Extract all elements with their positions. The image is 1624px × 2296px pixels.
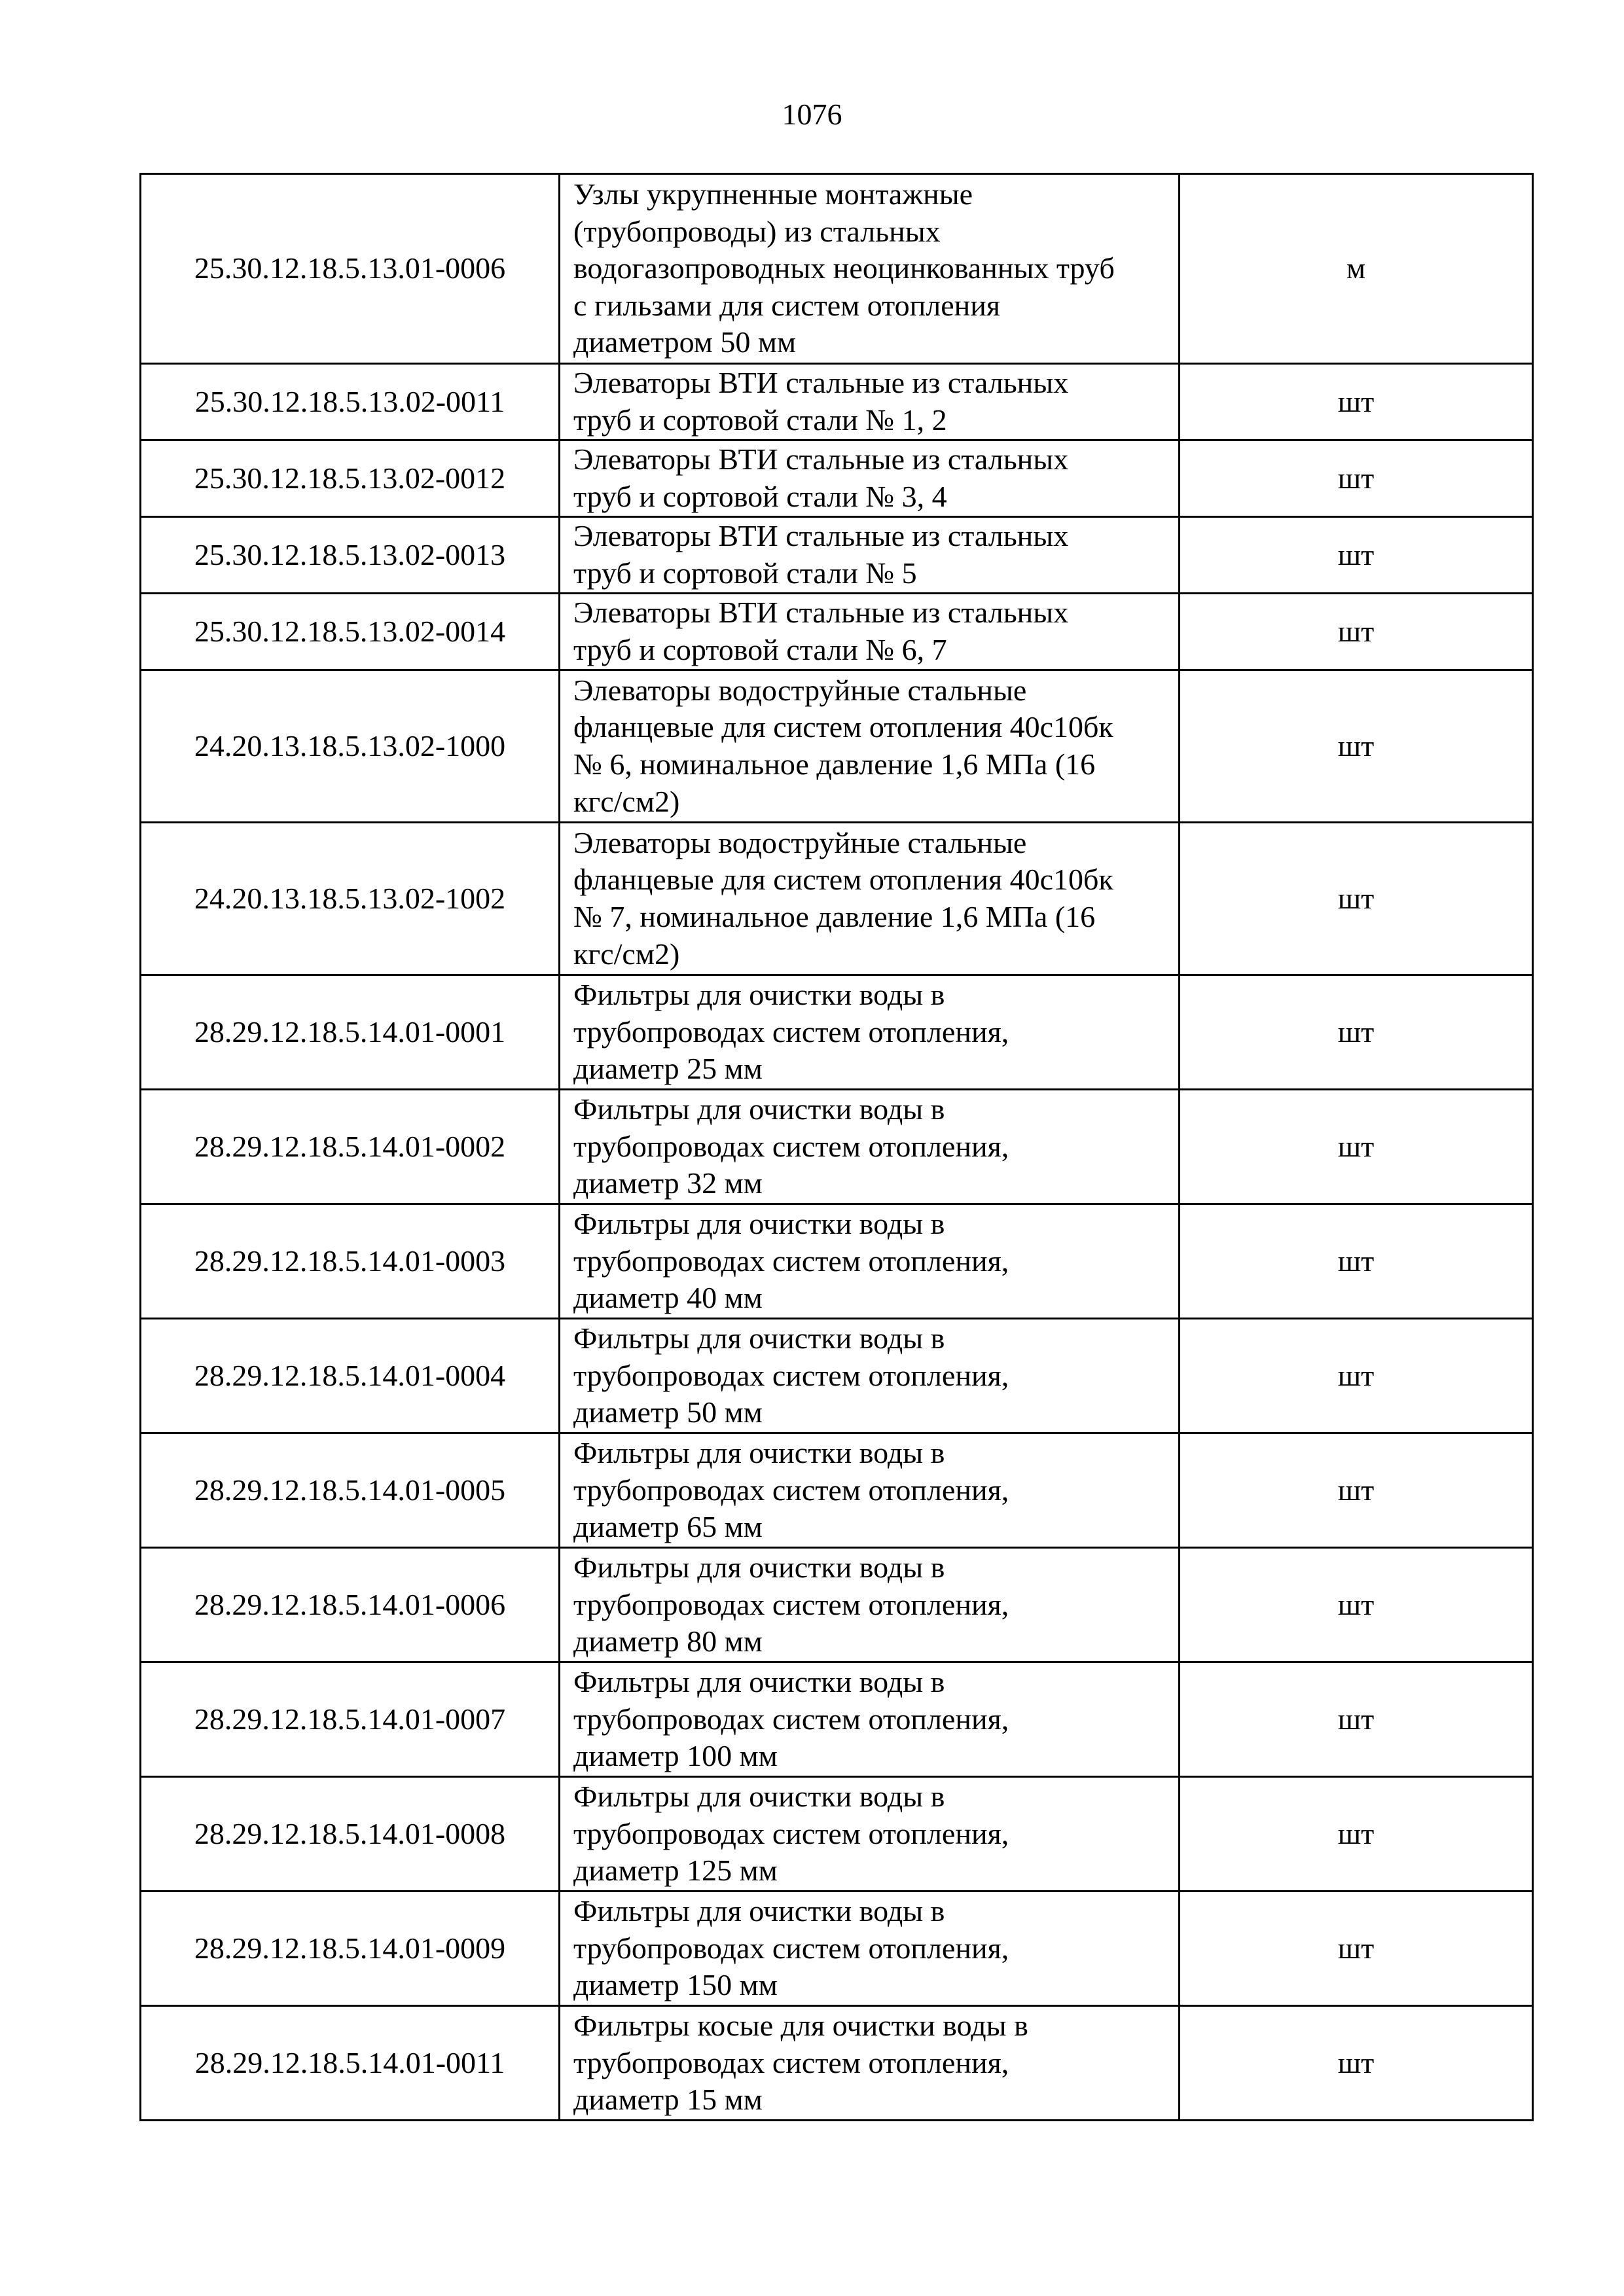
unit-cell: шт: [1180, 440, 1533, 517]
unit-cell: шт: [1180, 1548, 1533, 1662]
unit-cell: шт: [1180, 1319, 1533, 1433]
resource-code-cell: 25.30.12.18.5.13.02-0014: [141, 594, 560, 670]
resource-name-line: Узлы укрупненные монтажные: [573, 177, 973, 211]
resource-name-line: Фильтры для очистки воды в: [573, 1551, 945, 1585]
table-row: [141, 517, 1533, 594]
resource-table: [139, 173, 1534, 2121]
table-row: [141, 594, 1533, 670]
resource-name-line: водогазопроводных неоцинкованных труб: [573, 251, 1115, 285]
resource-name-line: трубопроводах систем отопления,: [573, 1244, 1009, 1278]
unit-cell: шт: [1180, 364, 1533, 440]
resource-name-cell: [560, 1892, 1180, 2006]
table-body: [141, 174, 1533, 2121]
resource-name-line: Фильтры для очистки воды в: [573, 1780, 945, 1814]
resource-name-line: трубопроводах систем отопления,: [573, 1587, 1009, 1621]
resource-code-cell: 28.29.12.18.5.14.01-0003: [141, 1204, 560, 1319]
resource-name-line: диаметр 15 мм: [573, 2083, 763, 2117]
resource-name-line: № 6, номинальное давление 1,6 МПа (16: [573, 747, 1096, 781]
resource-name-line: № 7, номинальное давление 1,6 МПа (16: [573, 900, 1096, 933]
resource-name-line: диаметр 65 мм: [573, 1510, 763, 1544]
resource-name-line: труб и сортовой стали № 5: [573, 556, 917, 590]
resource-name-cell: [560, 594, 1180, 670]
resource-name-cell: [560, 1090, 1180, 1204]
table-row: [141, 174, 1533, 364]
resource-code-cell: 28.29.12.18.5.14.01-0004: [141, 1319, 560, 1433]
unit-cell: шт: [1180, 1892, 1533, 2006]
resource-name-line: Элеваторы водоструйные стальные: [573, 825, 1027, 859]
unit-cell: шт: [1180, 2006, 1533, 2121]
resource-name-cell: [560, 2006, 1180, 2121]
unit-cell: шт: [1180, 1090, 1533, 1204]
resource-name-cell: [560, 1777, 1180, 1892]
table-row: [141, 1548, 1533, 1662]
resource-name-line: диаметр 150 мм: [573, 1968, 778, 2002]
table-row: [141, 975, 1533, 1090]
unit-cell: шт: [1180, 1662, 1533, 1777]
resource-name-line: (трубопроводы) из стальных: [573, 214, 941, 248]
resource-name-line: диаметр 40 мм: [573, 1281, 763, 1315]
unit-cell: шт: [1180, 594, 1533, 670]
unit-cell: шт: [1180, 670, 1533, 823]
resource-name-line: труб и сортовой стали № 6, 7: [573, 633, 947, 666]
resource-name-line: Фильтры косые для очистки воды в: [573, 2009, 1028, 2043]
resource-name-line: трубопроводах систем отопления,: [573, 2045, 1009, 2079]
table-row: [141, 1090, 1533, 1204]
unit-cell: шт: [1180, 1204, 1533, 1319]
resource-name-line: фланцевые для систем отопления 40с10бк: [573, 710, 1113, 744]
resource-name-line: Элеваторы ВТИ стальные из стальных: [573, 596, 1069, 630]
resource-code-cell: 28.29.12.18.5.14.01-0005: [141, 1433, 560, 1548]
resource-name-line: трубопроводах систем отопления,: [573, 1129, 1009, 1163]
resource-name-line: труб и сортовой стали № 3, 4: [573, 480, 947, 513]
resource-code-cell: 28.29.12.18.5.14.01-0006: [141, 1548, 560, 1662]
resource-name-cell: [560, 670, 1180, 823]
resource-name-line: Фильтры для очистки воды в: [573, 1665, 945, 1699]
resource-code-cell: 25.30.12.18.5.13.02-0012: [141, 440, 560, 517]
resource-code-cell: 25.30.12.18.5.13.01-0006: [141, 174, 560, 364]
unit-cell: м: [1180, 174, 1533, 364]
resource-name-line: диаметр 25 мм: [573, 1052, 763, 1086]
resource-name-line: диаметр 50 мм: [573, 1395, 763, 1429]
resource-name-line: диаметр 100 мм: [573, 1739, 778, 1773]
resource-name-cell: [560, 1319, 1180, 1433]
resource-name-line: Элеваторы ВТИ стальные из стальных: [573, 366, 1069, 400]
table-row: [141, 1319, 1533, 1433]
unit-cell: шт: [1180, 517, 1533, 594]
resource-name-cell: [560, 517, 1180, 594]
resource-name-line: кгс/см2): [573, 937, 680, 971]
resource-name-line: диаметр 32 мм: [573, 1166, 763, 1200]
resource-name-line: трубопроводах систем отопления,: [573, 1473, 1009, 1507]
resource-code-cell: 28.29.12.18.5.14.01-0008: [141, 1777, 560, 1892]
resource-name-line: фланцевые для систем отопления 40с10бк: [573, 863, 1113, 897]
resource-code-cell: 28.29.12.18.5.14.01-0011: [141, 2006, 560, 2121]
resource-name-cell: [560, 440, 1180, 517]
resource-name-line: трубопроводах систем отопления,: [573, 1816, 1009, 1850]
resource-name-cell: [560, 975, 1180, 1090]
resource-name-line: Фильтры для очистки воды в: [573, 1092, 945, 1126]
table-row: [141, 364, 1533, 440]
resource-code-cell: 25.30.12.18.5.13.02-0013: [141, 517, 560, 594]
resource-code-cell: 28.29.12.18.5.14.01-0001: [141, 975, 560, 1090]
resource-name-line: диаметр 80 мм: [573, 1624, 763, 1659]
unit-cell: шт: [1180, 1777, 1533, 1892]
resource-name-line: Элеваторы водоструйные стальные: [573, 673, 1027, 707]
resource-code-cell: 28.29.12.18.5.14.01-0007: [141, 1662, 560, 1777]
resource-name-cell: [560, 174, 1180, 364]
resource-name-line: Фильтры для очистки воды в: [573, 1894, 945, 1928]
resource-name-cell: [560, 364, 1180, 440]
table-row: [141, 1777, 1533, 1892]
resource-code-cell: 25.30.12.18.5.13.02-0011: [141, 364, 560, 440]
table-row: [141, 670, 1533, 823]
table-row: [141, 1662, 1533, 1777]
resource-code-cell: 28.29.12.18.5.14.01-0002: [141, 1090, 560, 1204]
resource-name-line: Фильтры для очистки воды в: [573, 1436, 945, 1470]
resource-name-line: Фильтры для очистки воды в: [573, 1321, 945, 1355]
resource-name-line: Элеваторы ВТИ стальные из стальных: [573, 519, 1069, 553]
table-row: [141, 2006, 1533, 2121]
unit-cell: шт: [1180, 1433, 1533, 1548]
resource-name-line: труб и сортовой стали № 1, 2: [573, 403, 947, 437]
resource-name-line: с гильзами для систем отопления: [573, 288, 1001, 322]
unit-cell: шт: [1180, 975, 1533, 1090]
resource-name-line: трубопроводах систем отопления,: [573, 1702, 1009, 1736]
resource-name-line: трубопроводах систем отопления,: [573, 1931, 1009, 1965]
resource-name-line: Элеваторы ВТИ стальные из стальных: [573, 442, 1069, 476]
resource-name-cell: [560, 1433, 1180, 1548]
resource-code-cell: 24.20.13.18.5.13.02-1000: [141, 670, 560, 823]
resource-name-line: диаметром 50 мм: [573, 325, 797, 359]
table-row: [141, 1204, 1533, 1319]
resource-name-line: Фильтры для очистки воды в: [573, 978, 945, 1012]
resource-name-line: кгс/см2): [573, 784, 680, 818]
resource-name-cell: [560, 1548, 1180, 1662]
resource-name-line: Фильтры для очистки воды в: [573, 1207, 945, 1241]
unit-cell: шт: [1180, 823, 1533, 975]
table-row: [141, 823, 1533, 975]
resource-name-cell: [560, 1204, 1180, 1319]
resource-code-cell: 28.29.12.18.5.14.01-0009: [141, 1892, 560, 2006]
resource-name-line: трубопроводах систем отопления,: [573, 1014, 1009, 1049]
resource-code-cell: 24.20.13.18.5.13.02-1002: [141, 823, 560, 975]
resource-name-cell: [560, 823, 1180, 975]
table-row: [141, 1433, 1533, 1548]
resource-name-line: диаметр 125 мм: [573, 1854, 778, 1888]
table-row: [141, 1892, 1533, 2006]
table-row: [141, 440, 1533, 517]
resource-name-line: трубопроводах систем отопления,: [573, 1358, 1009, 1392]
resource-name-cell: [560, 1662, 1180, 1777]
page-number: 1076: [782, 98, 842, 131]
